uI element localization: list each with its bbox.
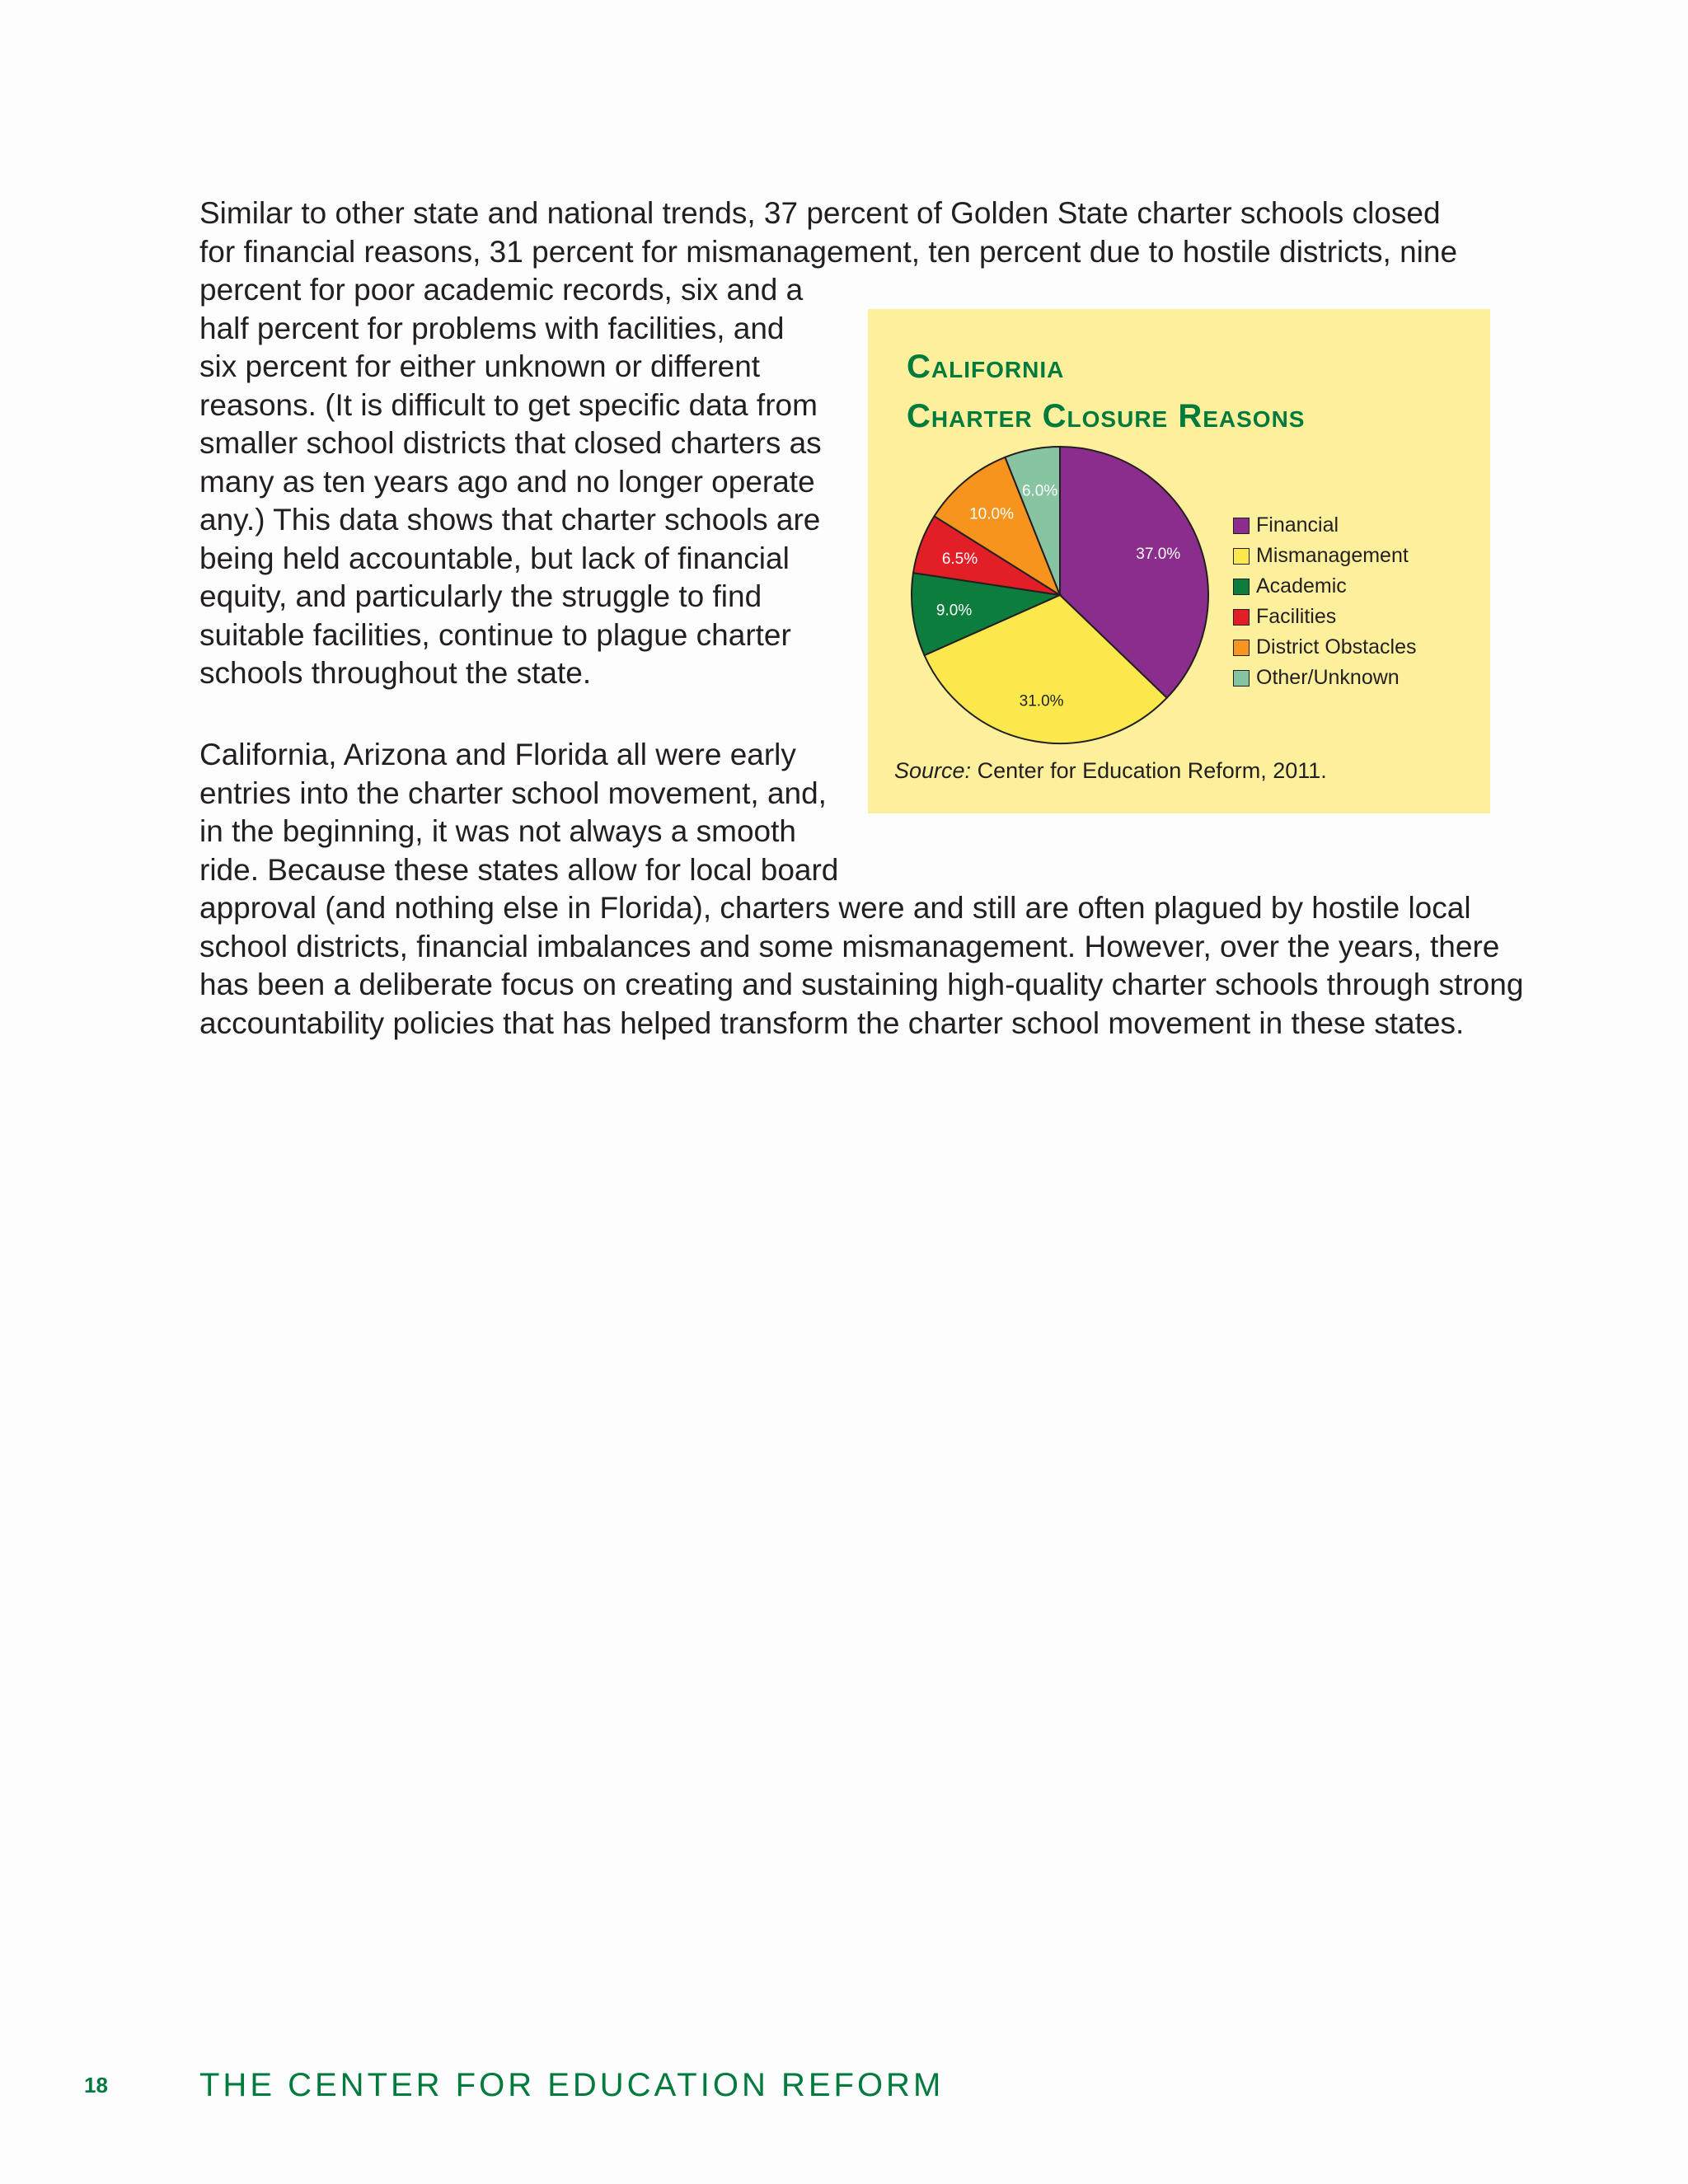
legend-swatch <box>1233 670 1250 687</box>
text-line: California, Arizona and Florida all were early <box>199 738 796 771</box>
text-line: in the beginning, it was not always a smooth <box>199 814 796 848</box>
text-line: percent for poor academic records, six and a <box>199 273 804 307</box>
pie-data-label: 6.0% <box>1021 482 1058 500</box>
text-line: many as ten years ago and no longer operate <box>199 464 815 499</box>
text-line: Similar to other state and national trends, 37 percent of Golden State charter schools closed <box>199 196 1441 230</box>
text-line: reasons. (It is difficult to get specific data from <box>199 387 818 422</box>
text-line: suitable facilities, continue to plague charter <box>199 617 791 652</box>
legend-item <box>1233 632 1416 663</box>
pie-data-label: 31.0% <box>1019 692 1064 710</box>
chart-panel <box>868 309 1490 813</box>
legend-item <box>1233 510 1416 541</box>
legend-swatch <box>1233 609 1250 626</box>
chart-source-text: Center for Education Reform, 2011. <box>977 758 1327 783</box>
text-line: approval (and nothing else in Florida), charters were and still are often plagued by hostile local <box>199 891 1471 925</box>
chart-title-line-2: Charter Closure Reasons <box>907 398 1306 434</box>
pie-data-label: 37.0% <box>1136 546 1181 564</box>
pie-data-label: 9.0% <box>935 602 973 620</box>
legend-swatch <box>1233 548 1250 565</box>
text-line: accountability policies that has helped transform the charter school movement in these states. <box>199 1005 1465 1040</box>
legend-label: Other/Unknown <box>1256 666 1400 689</box>
chart-legend <box>1233 510 1416 693</box>
legend-item <box>1233 541 1416 571</box>
text-line: equity, and particularly the struggle to find <box>199 579 762 613</box>
pie-data-label: 6.5% <box>941 550 978 568</box>
legend-label: District Obstacles <box>1256 635 1417 658</box>
text-line: has been a deliberate focus on creating and sustaining high-quality charter schools through strong <box>199 968 1524 1001</box>
text-line: smaller school districts that closed charters as <box>199 426 822 460</box>
text-line: schools throughout the state. <box>199 656 592 690</box>
pie-data-label: 10.0% <box>969 505 1014 523</box>
legend-label: Mismanagement <box>1256 544 1409 567</box>
legend-item <box>1233 571 1416 602</box>
text-line: any.) This data shows that charter schools are <box>199 503 821 537</box>
legend-label: Academic <box>1256 574 1347 598</box>
chart-title-line-1: California <box>907 349 1065 385</box>
legend-label: Financial <box>1256 513 1339 537</box>
text-line: entries into the charter school movement, and, <box>199 776 827 810</box>
legend-swatch <box>1233 579 1250 595</box>
text-line: six percent for either unknown or different <box>199 349 761 383</box>
text-line: half percent for problems with facilities, and <box>199 311 785 345</box>
legend-item <box>1233 663 1416 693</box>
chart-source <box>894 758 1327 784</box>
footer-title: THE CENTER FOR EDUCATION REFORM <box>199 2067 945 2103</box>
text-line: school districts, financial imbalances and some mismanagement. However, over the years, there <box>199 929 1500 963</box>
legend-label: Facilities <box>1256 605 1337 628</box>
legend-swatch <box>1233 640 1250 656</box>
page-number: 18 <box>84 2073 108 2097</box>
legend-swatch <box>1233 518 1250 534</box>
text-line: being held accountable, but lack of financial <box>199 541 790 575</box>
text-line: ride. Because these states allow for local board <box>199 852 839 887</box>
text-line: for financial reasons, 31 percent for mismanagement, ten percent due to hostile districts, nine <box>199 234 1458 269</box>
legend-item <box>1233 602 1416 632</box>
chart-source-label: Source: <box>894 758 972 783</box>
